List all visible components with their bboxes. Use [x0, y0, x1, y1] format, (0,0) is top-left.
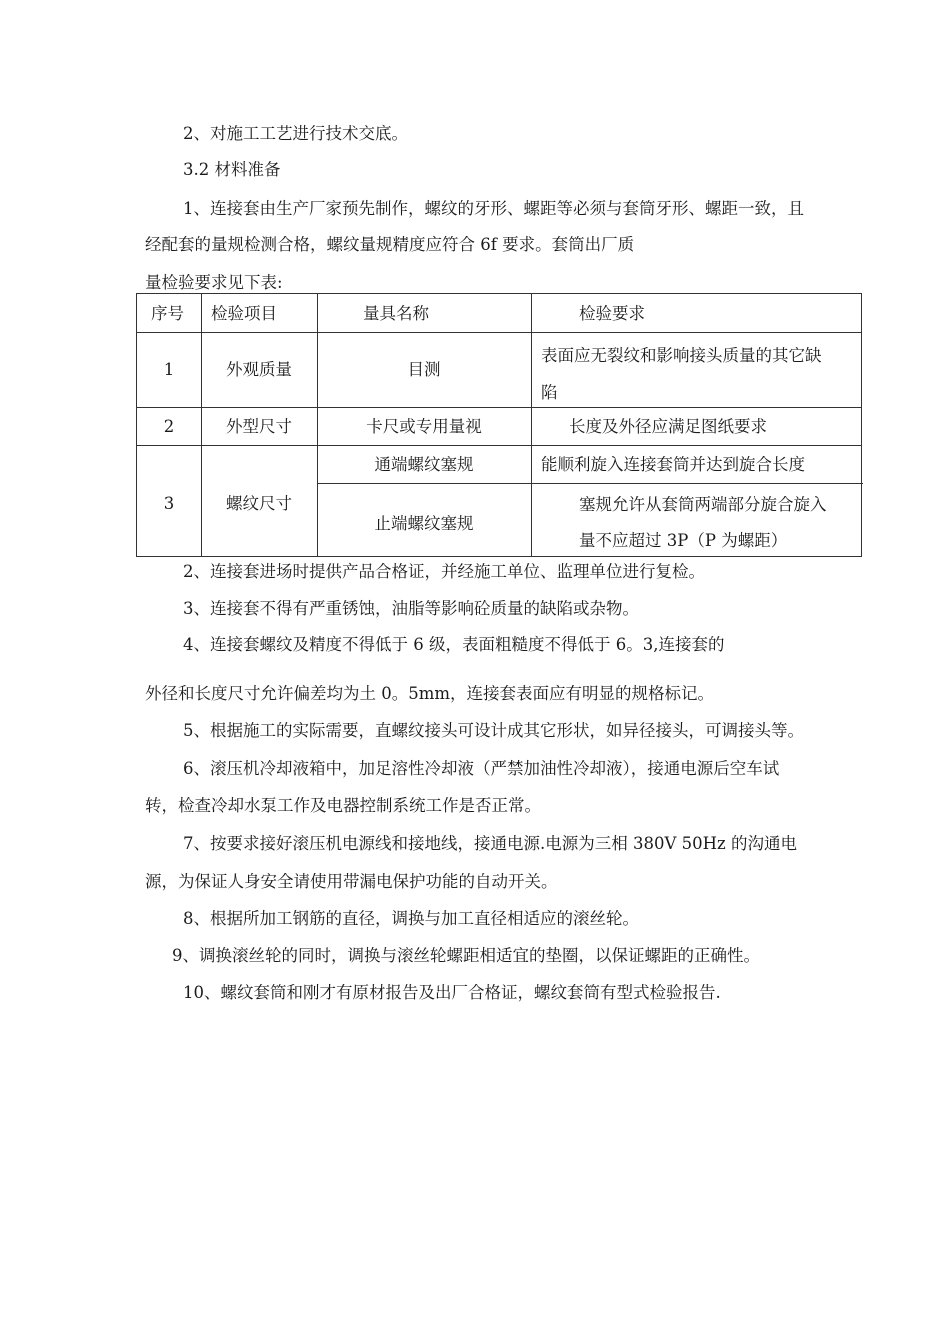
paragraph-sleeve-fabrication: 1、连接套由生产厂家预先制作，螺纹的牙形、螺距等必须与套筒牙形、螺距一致，且 [183, 199, 804, 218]
table-header-tool: 量具名称 [363, 304, 429, 323]
table-cell-requirement: 表面应无裂纹和影响接头质量的其它缺 [541, 346, 822, 365]
paragraph-coolant-cont: 转，检查冷却水泵工作及电器控制系统工作是否正常。 [145, 796, 541, 815]
section-heading-material-prep: 3.2 材料准备 [183, 160, 281, 179]
table-cell-tool: 通端螺纹塞规 [374, 455, 474, 474]
table-cell-item: 外型尺寸 [226, 417, 292, 436]
table-cell-tool: 目测 [407, 360, 441, 379]
table-cell-no: 1 [163, 360, 175, 379]
table-header-item: 检验项目 [211, 304, 277, 323]
table-cell-tool: 卡尺或专用量视 [366, 417, 482, 436]
table-header-no: 序号 [151, 304, 184, 323]
table-cell-item: 螺纹尺寸 [226, 494, 292, 513]
table-cell-requirement-cont: 量不应超过 3P（P 为螺距） [579, 531, 788, 550]
paragraph-reports: 10、螺纹套筒和刚才有原材报告及出厂合格证，螺纹套筒有型式检验报告. [183, 983, 721, 1002]
paragraph-washer: 9、调换滚丝轮的同时，调换与滚丝轮螺距相适宜的垫圈，以保证螺距的正确性。 [172, 946, 760, 965]
table-header-requirement: 检验要求 [579, 304, 645, 323]
paragraph-rolling-wheel: 8、根据所加工钢筋的直径，调换与加工直径相适应的滚丝轮。 [183, 909, 639, 928]
paragraph-precision-cont: 外径和长度尺寸允许偏差均为土 0。5mm，连接套表面应有明显的规格标记。 [145, 684, 715, 703]
table-cell-no: 3 [163, 494, 175, 513]
inspection-table [136, 293, 862, 557]
paragraph-coolant: 6、滚压机冷却液箱中，加足溶性冷却液（严禁加油性冷却液），接通电源后空车试 [183, 759, 780, 778]
table-cell-no: 2 [163, 417, 175, 436]
paragraph-joint-shapes: 5、根据施工的实际需要，直螺纹接头可设计成其它形状，如异径接头，可调接头等。 [183, 721, 804, 740]
paragraph-certificate: 2、连接套进场时提供产品合格证，并经施工单位、监理单位进行复检。 [183, 562, 705, 581]
paragraph-table-intro: 量检验要求见下表: [145, 273, 283, 292]
table-cell-item: 外观质量 [226, 360, 292, 379]
paragraph-corrosion: 3、连接套不得有严重锈蚀，油脂等影响砼质量的缺陷或杂物。 [183, 599, 639, 618]
table-cell-requirement-cont: 陷 [541, 383, 558, 402]
paragraph-power: 7、按要求接好滚压机电源线和接地线，接通电源.电源为三相 380V 50Hz 的沟通电 [183, 834, 797, 853]
paragraph-precision: 4、连接套螺纹及精度不得低于 6 级，表面粗糙度不得低于 6。3,连接套的 [183, 635, 725, 654]
paragraph-power-cont: 源，为保证人身安全请使用带漏电保护功能的自动开关。 [145, 872, 558, 891]
table-cell-requirement: 能顺利旋入连接套筒并达到旋合长度 [541, 455, 805, 474]
table-cell-requirement: 长度及外径应满足图纸要求 [569, 417, 767, 436]
table-cell-tool: 止端螺纹塞规 [374, 514, 474, 533]
paragraph-technical-briefing: 2、对施工工艺进行技术交底。 [183, 124, 408, 143]
paragraph-sleeve-fabrication-cont: 经配套的量规检测合格，螺纹量规精度应符合 6f 要求。套筒出厂质 [145, 235, 635, 254]
table-cell-requirement: 塞规允许从套筒两端部分旋合旋入 [579, 495, 827, 514]
